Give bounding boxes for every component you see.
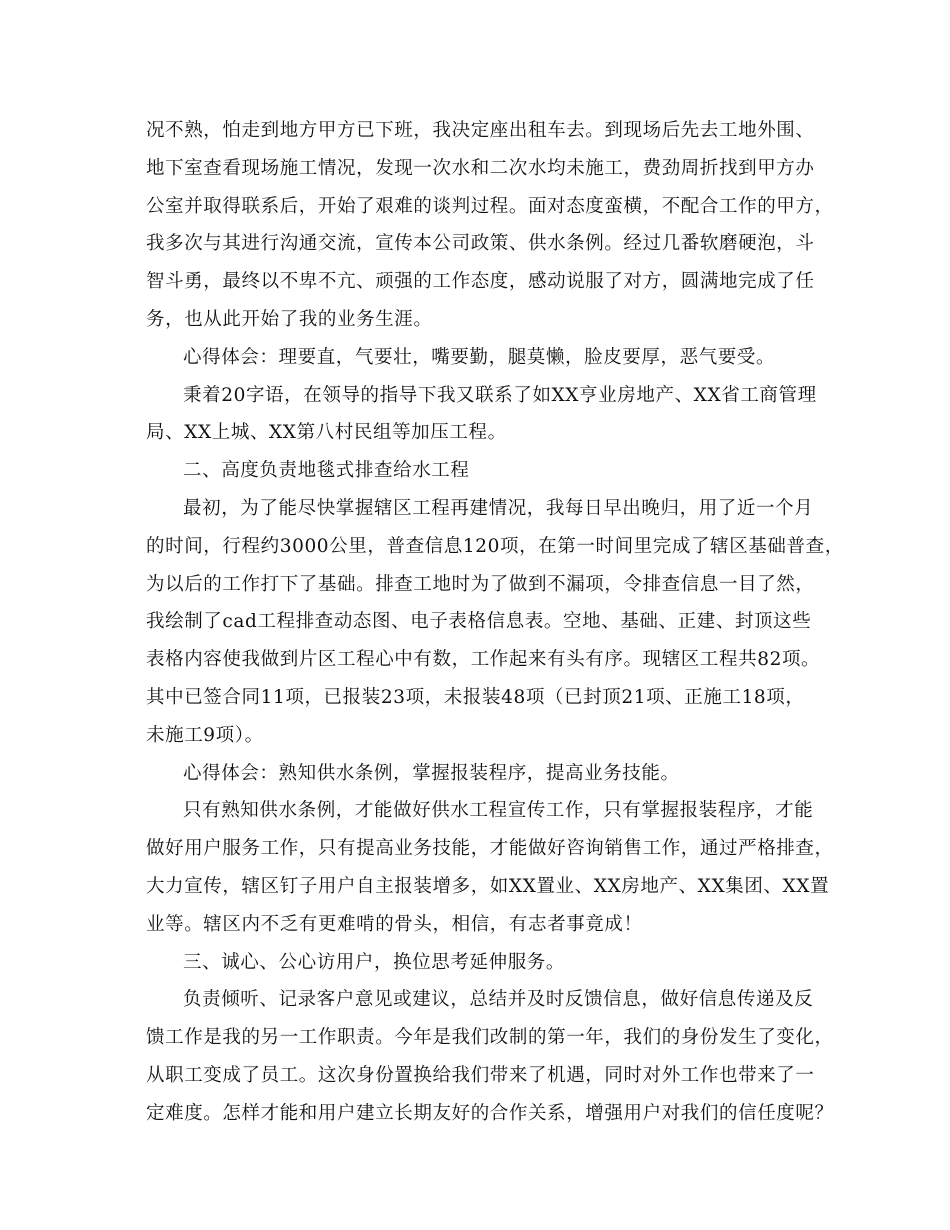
text-line: 我多次与其进行沟通交流，宣传本公司政策、供水条例。经过几番软磨硬泡，斗	[146, 233, 815, 255]
text-line: 我绘制了cad工程排查动态图、电子表格信息表。空地、基础、正建、封顶这些	[146, 611, 812, 633]
text-line: 公室并取得联系后，开始了艰难的谈判过程。面对态度蛮横，不配合工作的甲方，	[146, 195, 834, 217]
text-line: 务，也从此开始了我的业务生涯。	[146, 308, 433, 330]
paragraph-first-line: 心得体会：熟知供水条例，掌握报装程序，提高业务技能。	[183, 762, 680, 784]
paragraph-first-line: 负责倾听、记录客户意见或建议，总结并及时反馈信息，做好信息传递及反	[183, 989, 814, 1011]
text-line: 未施工9项）。	[146, 724, 264, 746]
text-line: 大力宣传，辖区钉子用户自主报装增多，如XX置业、XX房地产、XX集团、XX置	[146, 875, 830, 897]
text-line: 做好用户服务工作，只有提高业务技能，才能做好咨询销售工作，通过严格排查，	[146, 838, 834, 860]
text-line: 业等。辖区内不乏有更难啃的骨头，相信，有志者事竟成！	[146, 913, 643, 935]
text-line: 智斗勇，最终以不卑不亢、顽强的工作态度，感动说服了对方，圆满地完成了任	[146, 271, 815, 293]
text-line: 的时间，行程约3000公里，普查信息120项，在第一时间里完成了辖区基础普查，	[146, 535, 844, 557]
text-line: 为以后的工作打下了基础。排查工地时为了做到不漏项，令排查信息一目了然，	[146, 573, 815, 595]
paragraph-first-line: 只有熟知供水条例，才能做好供水工程宣传工作，只有掌握报装程序，才能	[183, 800, 814, 822]
text-line: 局、XX上城、XX第八村民组等加压工程。	[146, 422, 507, 444]
text-line: 从职工变成了员工。这次身份置换给我们带来了机遇，同时对外工作也带来了一	[146, 1064, 815, 1086]
paragraph-first-line: 秉着20字语，在领导的指导下我又联系了如XX亨业房地产、XX省工商管理	[183, 384, 817, 406]
text-line: 地下室查看现场施工情况，发现一次水和二次水均未施工，费劲周折找到甲方办	[146, 157, 815, 179]
paragraph-first-line: 最初，为了能尽快掌握辖区工程再建情况，我每日早出晚归，用了近一个月	[183, 497, 814, 519]
text-line: 况不熟，怕走到地方甲方已下班，我决定座出租车去。到现场后先去工地外围、	[146, 120, 815, 141]
paragraph-first-line: 心得体会：理要直，气要壮，嘴要勤，腿莫懒，脸皮要厚，恶气要受。	[183, 346, 776, 368]
text-line: 定难度。怎样才能和用户建立长期友好的合作关系，增强用户对我们的信任度呢？	[146, 1102, 834, 1124]
section-heading: 三、诚心、公心访用户，换位思考延伸服务。	[183, 951, 566, 973]
text-line: 表格内容使我做到片区工程心中有数，工作起来有头有序。现辖区工程共82项。	[146, 649, 821, 671]
text-line: 其中已签合同11项，已报装23项，未报装48项（已封顶21项、正施工18项，	[146, 686, 805, 708]
section-heading: 二、高度负责地毯式排查给水工程	[183, 460, 470, 482]
text-line: 馈工作是我的另一工作职责。今年是我们改制的第一年，我们的身份发生了变化，	[146, 1027, 834, 1049]
document-body	[146, 112, 844, 1133]
